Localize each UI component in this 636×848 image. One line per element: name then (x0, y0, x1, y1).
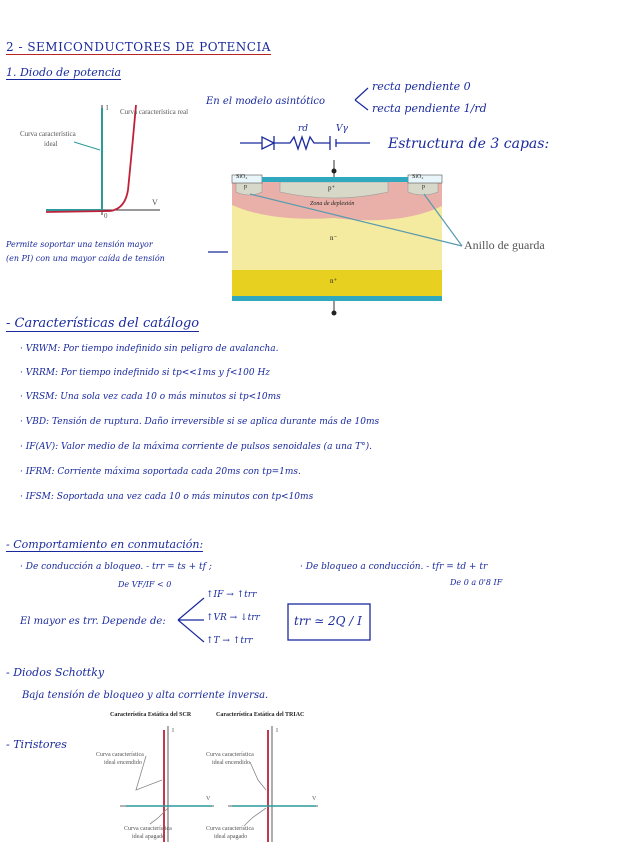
n-minus-label: n⁻ (330, 234, 338, 242)
schottky-text: Baja tensión de bloqueo y alta corriente inversa. (22, 690, 269, 701)
diode-axis-i: I (106, 104, 109, 112)
triac-off-label-1: Curva característica (206, 826, 254, 832)
switching-formula: trr ≃ 2Q / I (294, 614, 362, 628)
diode-origin: 0 (104, 212, 108, 220)
diode-axis-v: V (152, 198, 158, 207)
scr-on-label-1: Curva característica (96, 752, 144, 758)
model-branch-2: recta pendiente 1/rd (372, 102, 487, 115)
model-rd-label: rd (298, 124, 309, 134)
sio2-right-label: SiO₂ (412, 174, 424, 180)
note-line-2: (en PI) con una mayor caída de tensión (6, 254, 165, 263)
scr-axis-i: I (172, 728, 174, 734)
structure-title: Estructura de 3 capas: (388, 136, 550, 152)
catalog-item: · VRRM: Por tiempo indefinido si tp<<1ms y f<100 Hz (20, 368, 271, 378)
switching-left-2: De VF/IF < 0 (118, 580, 172, 589)
triac-off-label-2: ideal apagado (214, 834, 248, 840)
ideal-curve-label-2: ideal (44, 140, 58, 148)
schottky-heading: - Diodos Schottky (6, 666, 105, 679)
switching-worse: El mayor es trr. Depende de: (20, 616, 166, 627)
scr-title: Característica Estática del SCR (110, 712, 192, 718)
model-branch-1: recta pendiente 0 (372, 80, 471, 93)
p-left-label: p (244, 184, 247, 190)
catalog-item: · VBD: Tensión de ruptura. Daño irreversible si se aplica durante más de 10ms (20, 417, 380, 427)
catalog-item: · VRSM: Una sola vez cada 10 o más minutos si tp<10ms (20, 392, 281, 402)
switching-right-2: De 0 a 0'8 IF (450, 578, 503, 587)
catalog-heading: - Características del catálogo (6, 316, 200, 331)
switching-left-1: · De conducción a bloqueo. - trr = ts + tf ; (20, 562, 212, 572)
catalog-item: · IFRM: Corriente máxima soportada cada 20ms con tp=1ms. (20, 467, 301, 477)
scr-off-pointer (150, 808, 168, 824)
scr-axis-v: V (206, 796, 211, 802)
switching-heading: - Comportamiento en conmutación: (6, 538, 204, 551)
catalog-item: · VRWM: Por tiempo indefinido sin peligro de avalancha. (20, 344, 279, 354)
switching-right-1: · De bloqueo a conducción. - tfr = td + tr (300, 562, 488, 572)
depletion-label: Zona de deplexión (310, 201, 355, 207)
triac-on-pointer (250, 762, 266, 790)
scr-off-label-1: Curva característica (124, 826, 172, 832)
ideal-curve-label-1: Curva característica (20, 130, 76, 138)
section-subtitle: 1. Diodo de potencia (6, 66, 122, 79)
p-right-label: p (422, 184, 425, 190)
sio2-left-label: SiO₂ (236, 174, 248, 180)
real-curve-label: Curva característica real (120, 108, 189, 116)
n-plus-label: n⁺ (330, 277, 338, 285)
triac-off-pointer (244, 808, 266, 826)
model-vy-label: Vγ (336, 124, 348, 134)
model-intro: En el modelo asintótico (206, 96, 326, 107)
switching-dep-2: ↑VR → ↓trr (206, 613, 260, 623)
note-line-1: Permite soportar una tensión mayor (6, 240, 153, 249)
triac-on-label-1: Curva característica (206, 752, 254, 758)
p-center-label: p⁺ (328, 184, 336, 192)
switching-dep-3: ↑T → ↑trr (206, 636, 253, 646)
guard-ring-label: Anillo de guarda (464, 238, 545, 252)
thyristors-heading: - Tiristores (6, 738, 67, 751)
triac-title: Característica Estática del TRIAC (216, 712, 305, 718)
scr-off-label-2: ideal apagado (132, 834, 166, 840)
catalog-item: · IF(AV): Valor medio de la máxima corriente de pulsos senoidales (a una T°). (20, 442, 372, 452)
triac-on-label-2: ideal encendido (212, 760, 250, 766)
triac-axis-v: V (312, 796, 317, 802)
switching-dep-1: ↑IF → ↑trr (206, 590, 257, 600)
triac-axis-i: I (276, 728, 278, 734)
scr-on-label-2: ideal encendido (104, 760, 142, 766)
section-title: 2 - SEMICONDUCTORES DE POTENCIA (6, 40, 271, 54)
catalog-item: · IFSM: Soportada una vez cada 10 o más minutos con tp<10ms (20, 492, 314, 502)
